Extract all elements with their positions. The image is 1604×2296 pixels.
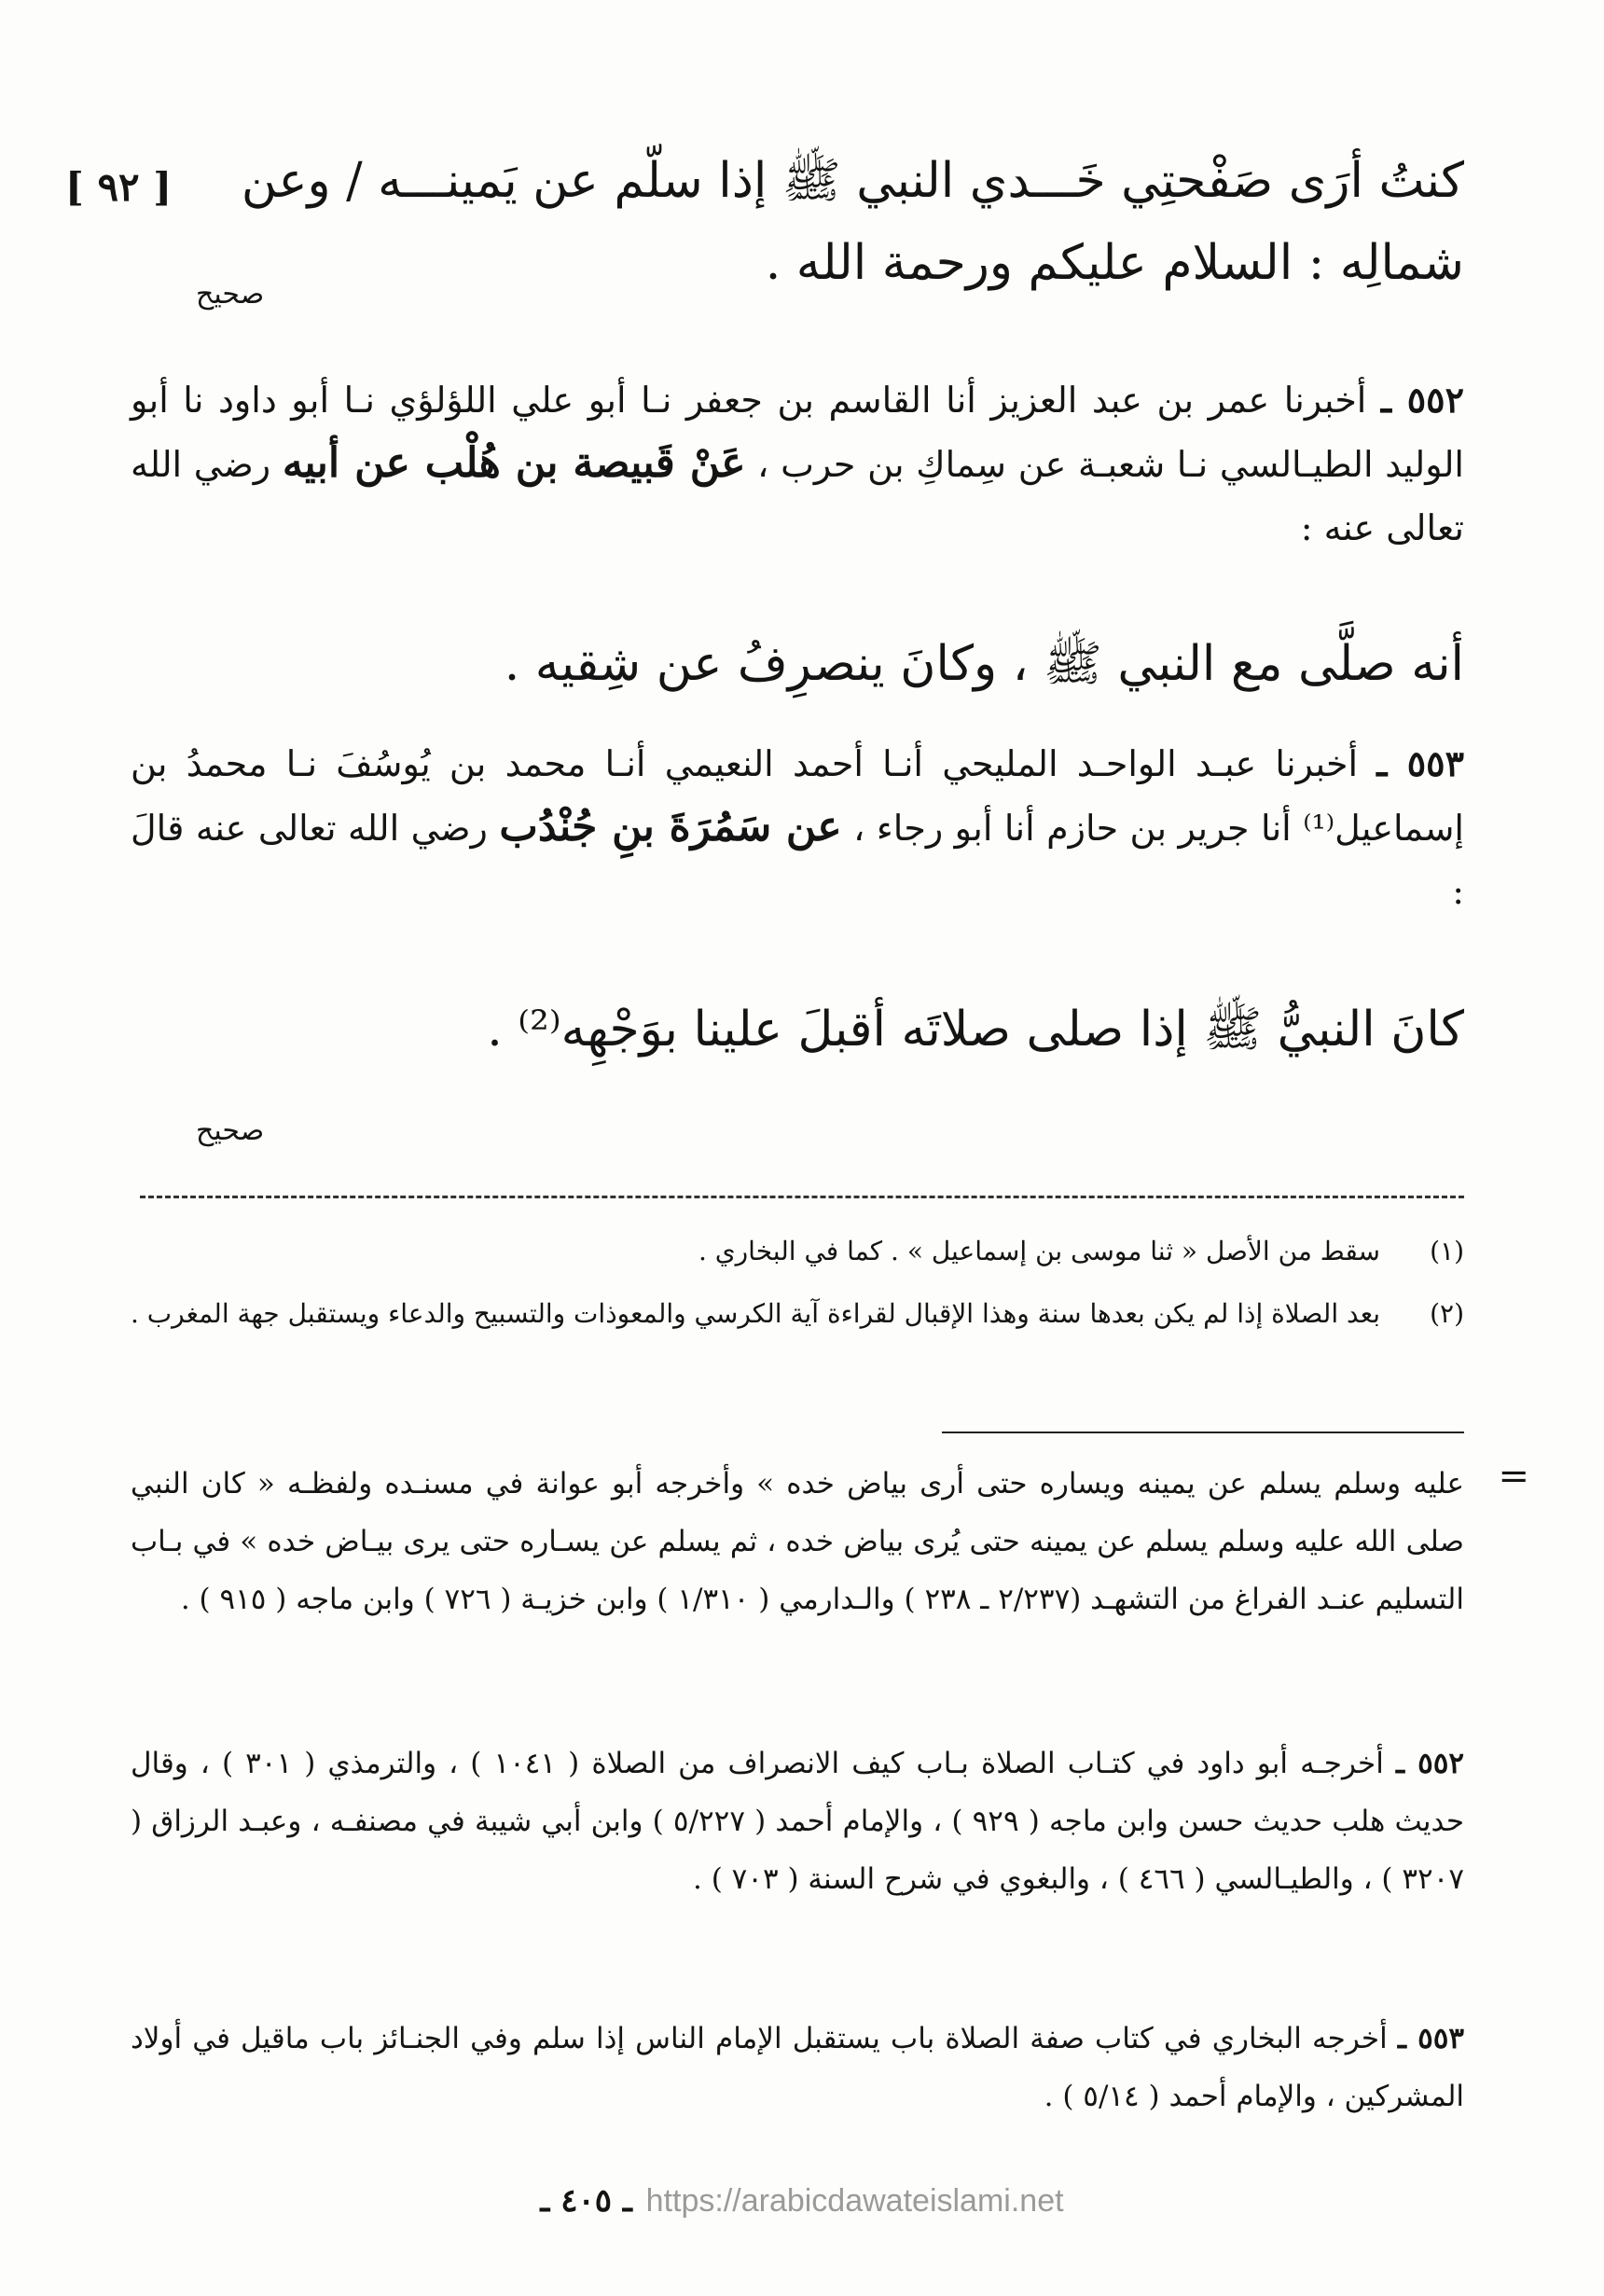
- grade-label-1: صحيح: [196, 278, 265, 311]
- hadith-552-narrator: عَنْ قَبيصة بن هُلْب عن أبيه: [282, 439, 746, 487]
- footnote-1-text: سقط من الأصل « ثنا موسى بن إسماعيل » . كما في البخاري .: [698, 1236, 1380, 1266]
- hadith-553-matn: كانَ النبيُّ ﷺ إذا صلى صلاتَه أقبلَ علينا بوَجْهِه⁽²⁾ .: [487, 1002, 1464, 1058]
- website-link[interactable]: https://arabicdawateislami.net: [645, 2183, 1064, 2219]
- takhrij-552-text: أخرجـه أبو داود في كتـاب الصلاة بـاب كيف الانصراف من الصلاة ( ١٠٤١ ) ، والترمذي ( ٣٠١ ) ، وقال حديث هلب حديث حسن وابن ماجه ( ٩٢٩ ) ، والإمام أحمد ( ٥/٢٢٧ ) وابن أبي شيبة في مصنفـه ، وعبـد الرزاق ( ٣٢٠٧ ) ، والطيـالسي ( ٤٦٦ ) ، والبغوي في شرح السنة ( ٧٠٣ ) .: [131, 1747, 1464, 1896]
- takhrij-552-number: ٥٥٢ ـ: [1395, 1747, 1465, 1780]
- hadith-552-isnad-end: رضي الله تعالى عنه :: [131, 444, 1464, 548]
- page-reference: [ ٩٢ ]: [65, 164, 173, 210]
- hadith-552-matn: أنه صلَّى مع النبي ﷺ ، وكانَ ينصرِفُ عن شِقيه .: [504, 636, 1464, 692]
- top-line-1: كنتُ أرَى صَفْحتِي خَـــدي النبي ﷺ إذا سلّم عن يَمينـــه / وعن: [241, 153, 1464, 209]
- page-number: ـ ٤٠٥ ـ: [540, 2182, 632, 2220]
- footnote-divider: [140, 1196, 1464, 1198]
- continuation-mark: =: [1498, 1455, 1529, 1498]
- takhrij-553-number: ٥٥٣ ـ: [1397, 2022, 1465, 2055]
- hadith-552-chain: [131, 368, 1464, 560]
- page-footer: [0, 2182, 1604, 2220]
- takhrij-553-text: أخرجه البخاري في كتاب صفة الصلاة باب يستقبل الإمام الناس إذا سلم وفي الجنـائز باب ماقيل في أولاد المشركين ، والإمام أحمد ( ٥/١٤ ) .: [131, 2022, 1464, 2113]
- hadith-552-number: ٥٥٢ ـ: [1380, 379, 1464, 421]
- footnote-2-mark: (٢): [1430, 1298, 1464, 1329]
- grade-label-2: صحيح: [196, 1114, 265, 1147]
- footnote-1-mark: (١): [1430, 1236, 1464, 1266]
- hadith-553-isnad-end: رضي الله تعالى عنه قالَ :: [131, 808, 1464, 912]
- takhrij-552: [131, 1735, 1464, 1908]
- hadith-552-isnad: أخبرنا عمر بن عبد العزيز أنا القاسم بن جعفر نـا أبو علي اللؤلؤي نـا أبو داود نا أبو الوليد الطيـالسي نـا شعبـة عن سِماكِ بن حرب ،: [131, 380, 1464, 485]
- hadith-553-isnad: أخبرنا عبـد الواحـد المليحي أنـا أحمد النعيمي أنـا محمد بن يُوسُفَ نـا محمدُ بن إسماعيل⁽¹⁾ أنا جرير بن حازم أنا أبو رجاء ،: [131, 743, 1464, 849]
- hadith-text-top: [131, 140, 1464, 304]
- takhrij-553: [131, 2010, 1464, 2125]
- top-line-2: شمالِه : السلام عليكم ورحمة الله .: [765, 235, 1464, 291]
- takhrij-divider: [942, 1432, 1464, 1433]
- takhrij-continuation: عليه وسلم يسلم عن يمينه ويساره حتى أرى بياض خده » وأخرجه أبو عوانة في مسنـده ولفظـه « كان النبي صلى الله عليه وسلم يسلم عن يمينه حتى يُرى بياض خده ، ثم يسلم عن يسـاره حتى يرى بيـاض خده » في بـاب التسليم عنـد الفراغ من التشهـد (٢/٢٣٧ ـ ٢٣٨ ) والـدارمي ( ١/٣١٠ ) وابن خزيـة ( ٧٢٦ ) وابن ماجه ( ٩١٥ ) .: [131, 1467, 1464, 1616]
- hadith-553-chain: [131, 732, 1464, 923]
- footnote-2-text: بعد الصلاة إذا لم يكن بعدها سنة وهذا الإقبال لقراءة آية الكرسي والمعوذات والتسبيح والدعاء ويستقبل جهة المغرب .: [130, 1298, 1380, 1329]
- footnote-2: [131, 1292, 1464, 1336]
- footnote-1: [131, 1229, 1464, 1274]
- hadith-553-narrator: عن سَمُرَةَ بنِ جُنْدُب: [499, 803, 842, 851]
- hadith-553-number: ٥٥٣ ـ: [1376, 742, 1464, 784]
